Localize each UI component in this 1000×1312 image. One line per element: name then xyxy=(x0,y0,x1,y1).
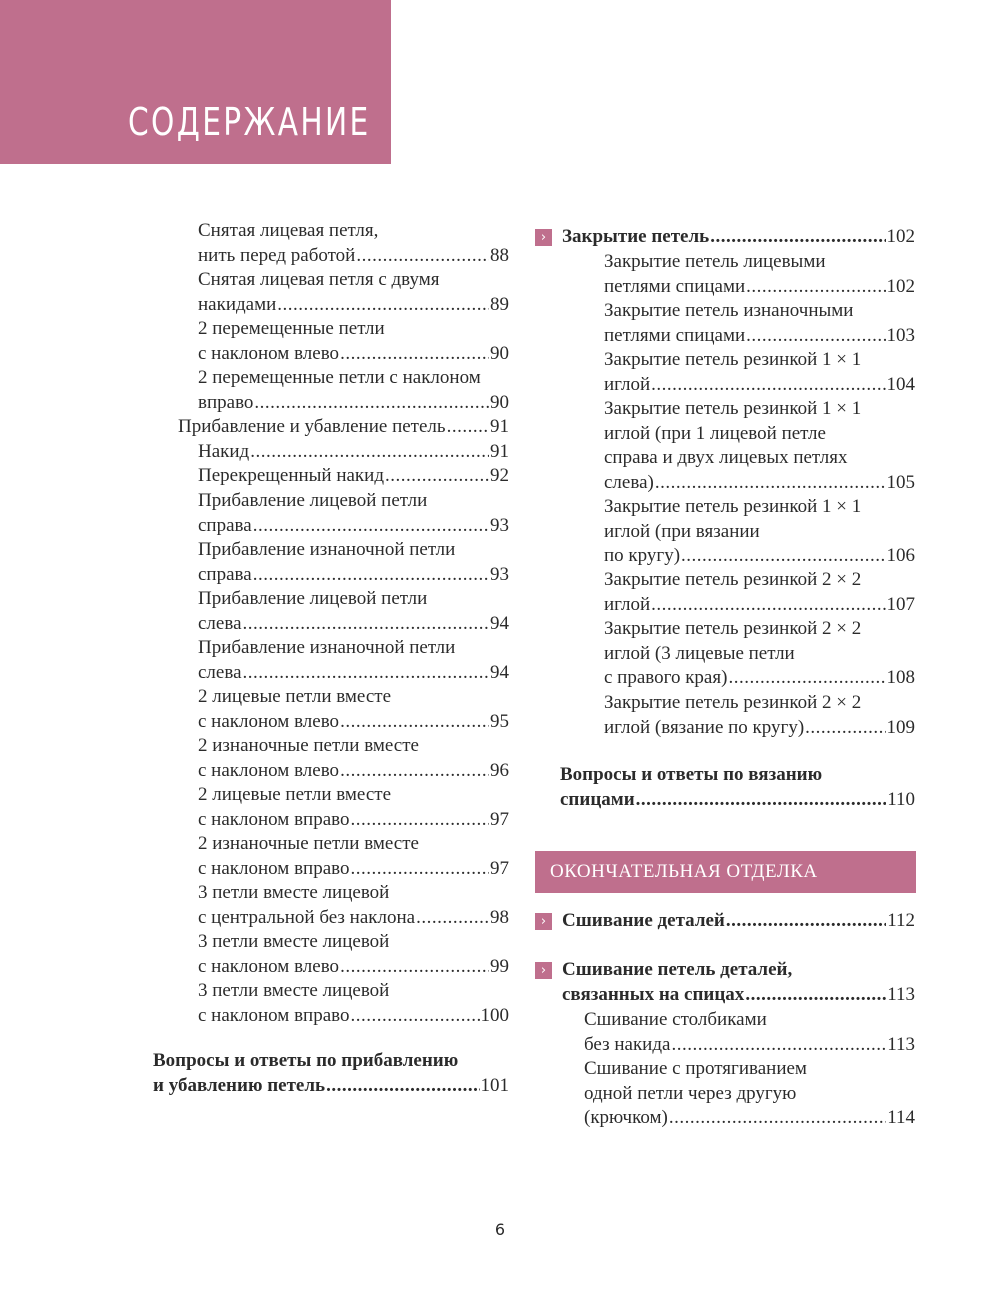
toc-entry-text: Прибавление изнаночной петли xyxy=(198,637,456,658)
toc-entry-line xyxy=(198,244,509,269)
toc-entry-line xyxy=(198,293,509,318)
dot-leader xyxy=(250,440,489,465)
toc-entry-text: иглой (вязание по кругу) xyxy=(604,716,805,738)
dot-leader xyxy=(728,666,885,691)
toc-entry-text: с наклоном вправо xyxy=(198,1004,350,1026)
toc-entry[interactable] xyxy=(562,225,915,250)
toc-page-number: 106 xyxy=(886,545,915,566)
toc-entry-line xyxy=(198,759,509,784)
toc-entry-line xyxy=(198,636,509,661)
toc-entry-line xyxy=(604,471,915,496)
toc-entry-text: Прибавление и убавление петель xyxy=(178,416,446,437)
toc-entry-line xyxy=(584,1106,915,1131)
toc-entry-line xyxy=(604,544,915,569)
toc-entry-line xyxy=(604,275,915,300)
toc-page-number: 93 xyxy=(490,514,509,536)
toc-entry-line xyxy=(584,1008,915,1033)
toc-entry-line xyxy=(198,685,509,710)
toc-entry-text: слева xyxy=(198,661,242,683)
toc-entry-text: Прибавление изнаночной петли xyxy=(198,539,456,560)
toc-entry-text: иглой xyxy=(604,593,651,615)
chevron-right-icon: › xyxy=(535,962,552,979)
toc-entry[interactable] xyxy=(198,538,509,587)
toc-entry-line xyxy=(560,788,915,813)
toc-entry-line xyxy=(198,514,509,539)
toc-page-number: 91 xyxy=(490,416,509,437)
toc-entry-line xyxy=(198,808,509,833)
toc-entry-line xyxy=(153,1049,509,1074)
toc-entry-line xyxy=(604,373,915,398)
toc-entry-line xyxy=(198,661,509,686)
toc-entry[interactable] xyxy=(584,1057,915,1131)
toc-page-number: 97 xyxy=(490,808,509,830)
toc-entry-text: 2 лицевые петли вместе xyxy=(198,686,391,707)
toc-page-number: 100 xyxy=(480,1004,509,1026)
dot-leader xyxy=(385,464,489,489)
toc-entry-text: вправо xyxy=(198,391,254,413)
toc-entry-line xyxy=(198,538,509,563)
toc-entry-text: иглой (3 лицевые петли xyxy=(604,642,795,664)
toc-entry-line xyxy=(198,391,509,416)
dot-leader xyxy=(243,612,489,637)
toc-entry-line xyxy=(604,716,915,741)
toc-entry-line xyxy=(198,464,509,489)
toc-entry-text: 2 изнаночные петли вместе xyxy=(198,833,419,854)
dot-leader xyxy=(681,544,885,569)
toc-entry-line xyxy=(198,881,509,906)
dot-leader xyxy=(745,983,886,1008)
toc-entry-text: 2 перемещенные петли с наклоном xyxy=(198,367,481,388)
toc-entry[interactable] xyxy=(198,930,509,979)
toc-entry[interactable] xyxy=(604,397,915,495)
toc-entry[interactable] xyxy=(562,958,915,1007)
toc-entry[interactable] xyxy=(604,495,915,569)
toc-entry-line xyxy=(198,563,509,588)
toc-entry-text: слева) xyxy=(604,471,654,493)
toc-page-number: 88 xyxy=(490,244,509,266)
toc-entry-line xyxy=(198,783,509,808)
dot-leader xyxy=(746,324,885,349)
dot-leader xyxy=(710,225,885,250)
toc-page-number: 94 xyxy=(490,661,509,683)
dot-leader xyxy=(326,1074,479,1099)
dot-leader xyxy=(651,593,885,618)
dot-leader xyxy=(726,909,886,934)
toc-page-number: 89 xyxy=(490,293,509,315)
toc-entry-line xyxy=(604,617,915,642)
toc-entry-line xyxy=(604,422,915,447)
toc-entry[interactable] xyxy=(604,299,915,348)
dot-leader xyxy=(356,244,489,269)
toc-entry-line xyxy=(198,489,509,514)
dot-leader xyxy=(254,391,489,416)
toc-entry-text: Закрытие петель лицевыми xyxy=(604,251,826,272)
toc-entry-text: слева xyxy=(198,612,242,634)
toc-page-number: 108 xyxy=(886,667,915,688)
toc-entry-text: петлями спицами xyxy=(604,275,746,297)
toc-entry-text: с наклоном вправо xyxy=(198,857,350,879)
dot-leader xyxy=(447,415,489,440)
toc-page-number: 102 xyxy=(886,226,915,247)
toc-page-number: 107 xyxy=(886,593,915,615)
toc-entry-text: с наклоном влево xyxy=(198,342,340,364)
toc-entry-text: 3 петли вместе лицевой xyxy=(198,882,390,903)
toc-entry[interactable] xyxy=(198,832,509,881)
toc-entry-text: иглой (при 1 лицевой петле xyxy=(604,422,826,444)
toc-page-number: 101 xyxy=(480,1074,509,1096)
toc-entry[interactable] xyxy=(562,909,915,934)
toc-entry-text: Перекрещенный накид xyxy=(198,465,385,486)
toc-entry-text: 2 лицевые петли вместе xyxy=(198,784,391,805)
dot-leader xyxy=(416,906,489,931)
toc-entry-text: и убавлению петель xyxy=(153,1074,326,1096)
toc-entry-text: Снятая лицевая петля с двумя xyxy=(198,269,440,290)
toc-entry-line xyxy=(562,909,915,934)
toc-entry-text: Вопросы и ответы по прибавлению xyxy=(153,1050,459,1071)
toc-page-number: 90 xyxy=(490,342,509,364)
toc-entry-line xyxy=(198,832,509,857)
toc-entry[interactable] xyxy=(604,568,915,617)
toc-entry-line xyxy=(198,710,509,735)
toc-entry[interactable] xyxy=(604,348,915,397)
dot-leader xyxy=(351,808,490,833)
toc-page-number: 95 xyxy=(490,710,509,732)
toc-entry-text: Вопросы и ответы по вязанию xyxy=(560,764,823,785)
toc-entry-line xyxy=(604,250,915,275)
toc-entry-text: с наклоном влево xyxy=(198,955,340,977)
toc-entry-line xyxy=(604,299,915,324)
toc-entry-line xyxy=(604,593,915,618)
toc-entry-text: по кругу) xyxy=(604,545,681,566)
toc-entry-text: иглой xyxy=(604,373,651,395)
toc-entry-line xyxy=(198,955,509,980)
toc-entry-text: 3 петли вместе лицевой xyxy=(198,980,390,1001)
toc-entry-line xyxy=(562,983,915,1008)
toc-entry-text: справа и двух лицевых петлях xyxy=(604,447,848,468)
toc-entry-text: Закрытие петель резинкой 2 × 2 xyxy=(604,692,862,713)
toc-entry-text: 3 петли вместе лицевой xyxy=(198,931,390,952)
toc-page-number: 93 xyxy=(490,563,509,585)
title-banner xyxy=(0,0,391,164)
toc-entry-line xyxy=(198,734,509,759)
toc-entry-text: спицами xyxy=(560,788,635,810)
toc-entry[interactable] xyxy=(604,250,915,299)
toc-entry-text: с наклоном влево xyxy=(198,710,340,732)
toc-page-number: 92 xyxy=(490,465,509,486)
toc-entry-line xyxy=(604,568,915,593)
toc-page-number: 91 xyxy=(490,441,509,462)
toc-entry-text: Снятая лицевая петля, xyxy=(198,220,379,241)
toc-entry-text: Сшивание деталей xyxy=(562,910,725,931)
toc-entry-line xyxy=(604,348,915,373)
toc-entry-text: с наклоном влево xyxy=(198,759,340,781)
toc-entry-line xyxy=(198,342,509,367)
dot-leader xyxy=(253,563,489,588)
toc-entry-line xyxy=(604,666,915,691)
toc-entry-text: Закрытие петель резинкой 1 × 1 xyxy=(604,398,862,419)
toc-page-number: 98 xyxy=(490,906,509,928)
toc-entry-text: Сшивание с протягиванием xyxy=(584,1058,807,1079)
dot-leader xyxy=(277,293,489,318)
toc-entry-line xyxy=(198,906,509,931)
toc-entry[interactable] xyxy=(198,587,509,636)
toc-entry-line xyxy=(198,366,509,391)
toc-entry-line xyxy=(604,446,915,471)
toc-entry-text: Закрытие петель резинкой 1 × 1 xyxy=(604,349,862,370)
dot-leader xyxy=(340,710,489,735)
toc-entry[interactable] xyxy=(198,685,509,734)
toc-page-number: 96 xyxy=(490,759,509,781)
toc-entry[interactable] xyxy=(153,1049,509,1098)
toc-entry-line xyxy=(604,520,915,545)
toc-entry-text: Прибавление лицевой петли xyxy=(198,588,428,609)
toc-entry-line xyxy=(198,268,509,293)
toc-entry-line xyxy=(562,958,915,983)
toc-entry-text: связанных на спицах xyxy=(562,983,745,1005)
toc-entry[interactable] xyxy=(198,317,509,366)
toc-entry-line xyxy=(178,415,509,440)
toc-page-number: 113 xyxy=(887,1033,915,1055)
toc-page-number: 99 xyxy=(490,955,509,977)
toc-entry[interactable] xyxy=(198,979,509,1028)
toc-entry-text: 2 перемещенные петли xyxy=(198,318,385,339)
toc-entry[interactable] xyxy=(198,440,509,465)
toc-entry-line xyxy=(198,930,509,955)
toc-entry-line xyxy=(198,979,509,1004)
dot-leader xyxy=(671,1033,886,1058)
toc-entry-line xyxy=(560,763,915,788)
toc-entry-text: петлями спицами xyxy=(604,324,746,346)
dot-leader xyxy=(351,1004,480,1029)
chevron-right-icon: › xyxy=(535,913,552,930)
toc-page-number: 90 xyxy=(490,391,509,413)
dot-leader xyxy=(636,788,887,813)
toc-entry[interactable] xyxy=(198,734,509,783)
toc-entry-line xyxy=(198,612,509,637)
toc-entry-text: Прибавление лицевой петли xyxy=(198,490,428,511)
toc-entry-line xyxy=(198,317,509,342)
toc-page-number: 112 xyxy=(887,910,915,931)
toc-entry[interactable] xyxy=(198,783,509,832)
toc-entry-line xyxy=(153,1074,509,1099)
toc-entry-line xyxy=(604,691,915,716)
toc-entry-line xyxy=(584,1057,915,1082)
toc-entry[interactable] xyxy=(198,636,509,685)
toc-page-number: 113 xyxy=(887,983,915,1005)
toc-entry-text: Сшивание столбиками xyxy=(584,1009,767,1030)
toc-page-number: 114 xyxy=(887,1107,915,1128)
dot-leader xyxy=(243,661,489,686)
toc-entry-text: (крючком) xyxy=(584,1107,668,1128)
toc-entry-line xyxy=(562,225,915,250)
toc-entry-line xyxy=(584,1033,915,1058)
toc-entry[interactable] xyxy=(198,219,509,268)
toc-entry-text: с правого края) xyxy=(604,667,728,688)
toc-entry[interactable] xyxy=(604,691,915,740)
toc-page-number: 105 xyxy=(886,471,915,493)
toc-entry[interactable] xyxy=(560,763,915,812)
toc-entry[interactable] xyxy=(604,617,915,691)
toc-entry-text: Закрытие петель xyxy=(562,226,710,247)
page-title: СОДЕРЖАНИЕ xyxy=(128,100,371,144)
toc-entry-text: справа xyxy=(198,514,252,536)
toc-entry-text: 2 изнаночные петли вместе xyxy=(198,735,419,756)
dot-leader xyxy=(340,759,489,784)
dot-leader xyxy=(340,342,489,367)
toc-entry-text: иглой (при вязании xyxy=(604,520,760,542)
toc-entry-line xyxy=(604,397,915,422)
toc-entry-text: справа xyxy=(198,563,252,585)
dot-leader xyxy=(351,857,490,882)
toc-entry-line xyxy=(604,324,915,349)
toc-entry-text: нить перед работой xyxy=(198,244,356,266)
toc-entry-line xyxy=(604,642,915,667)
dot-leader xyxy=(253,514,489,539)
toc-entry-text: Закрытие петель резинкой 2 × 2 xyxy=(604,618,862,639)
dot-leader xyxy=(669,1106,886,1131)
toc-page-number: 109 xyxy=(886,716,915,738)
dot-leader xyxy=(746,275,885,300)
toc-entry-text: одной петли через другую xyxy=(584,1082,797,1104)
toc-entry[interactable] xyxy=(178,415,509,440)
toc-entry-line xyxy=(198,219,509,244)
toc-entry-text: Накид xyxy=(198,441,250,462)
toc-entry-line xyxy=(584,1082,915,1107)
toc-entry-text: Закрытие петель резинкой 2 × 2 xyxy=(604,569,862,590)
dot-leader xyxy=(805,716,885,741)
toc-page-number: 102 xyxy=(886,275,915,297)
toc-page-number: 97 xyxy=(490,857,509,879)
toc-entry[interactable] xyxy=(198,268,509,317)
toc-entry[interactable] xyxy=(198,881,509,930)
toc-entry-text: Закрытие петель резинкой 1 × 1 xyxy=(604,496,862,517)
toc-entry-line xyxy=(198,857,509,882)
toc-entry-line xyxy=(198,440,509,465)
toc-entry-text: накидами xyxy=(198,293,277,315)
toc-page-number: 110 xyxy=(887,788,915,810)
toc-entry-text: Закрытие петель изнаночными xyxy=(604,300,854,321)
toc-entry-line xyxy=(198,587,509,612)
toc-entry[interactable] xyxy=(198,464,509,489)
toc-entry-text: без накида xyxy=(584,1033,671,1055)
toc-entry-text: с центральной без наклона xyxy=(198,906,416,928)
dot-leader xyxy=(340,955,489,980)
toc-entry-text: Сшивание петель деталей, xyxy=(562,959,793,980)
toc-entry-line xyxy=(198,1004,509,1029)
toc-page-number: 104 xyxy=(886,373,915,395)
toc-entry-text: с наклоном вправо xyxy=(198,808,350,830)
toc-entry[interactable] xyxy=(198,366,509,415)
toc-entry[interactable] xyxy=(198,489,509,538)
chevron-right-icon: › xyxy=(535,229,552,246)
toc-entry-line xyxy=(604,495,915,520)
dot-leader xyxy=(655,471,886,496)
page-number: 6 xyxy=(494,1220,506,1239)
toc-page-number: 94 xyxy=(490,612,509,634)
dot-leader xyxy=(651,373,885,398)
toc-entry[interactable] xyxy=(584,1008,915,1057)
section-heading-finishing: ОКОНЧАТЕЛЬНАЯ ОТДЕЛКА xyxy=(535,851,916,893)
toc-page-number: 103 xyxy=(886,324,915,346)
